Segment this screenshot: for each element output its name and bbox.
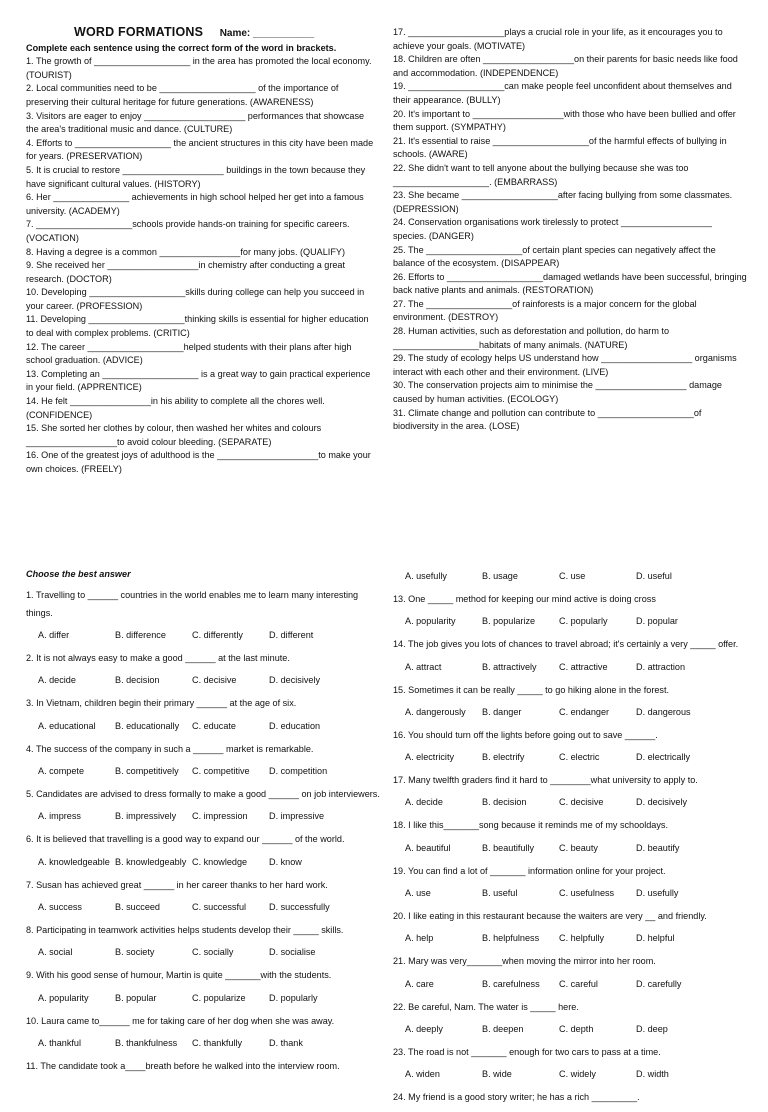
- mcq-question: 6. It is believed that travelling is a good way to expand our ______ of the world.: [26, 834, 345, 845]
- answer-option[interactable]: D. successfully: [269, 901, 330, 912]
- mcq-question: 13. One _____ method for keeping our mind active is doing cross: [393, 594, 656, 604]
- answer-option[interactable]: C. attractive: [559, 661, 608, 672]
- answer-option[interactable]: B. decision: [482, 797, 527, 808]
- exercise-item: 19. ___________________can make people feel unconfident about themselves and their appearance. (BULLY): [393, 81, 732, 105]
- mcq-question: 5. Candidates are advised to dress formally to make a good ______ on job interviewers.: [26, 789, 380, 800]
- exercise-item: 21. It's essential to raise ___________________of the harmful effects of bullying in schools. (AWARE): [393, 135, 727, 160]
- answer-option[interactable]: D. dangerous: [636, 706, 691, 717]
- answer-option[interactable]: D. width: [636, 1069, 669, 1080]
- answer-option[interactable]: B. attractively: [482, 661, 537, 672]
- exercise-item: 8. Having a degree is a common ________________for many jobs. (QUALIFY): [26, 246, 345, 257]
- answer-option[interactable]: D. helpful: [636, 933, 675, 944]
- exercise-item: 29. The study of ecology helps US understand how __________________ organisms interact with each other and their environment. (LIVE): [393, 353, 737, 377]
- mcq-question: 11. The candidate took a____breath before he walked into the interview room.: [26, 1060, 340, 1071]
- exercise-item: 22. She didn't want to tell anyone about the bullying because she was too ___________________. (EMBARRASS): [393, 162, 689, 187]
- exercise-item: 4. Efforts to ___________________ the ancient structures in this city have been made for years. (PRESERVATION): [26, 137, 374, 162]
- answer-option[interactable]: C. impression: [192, 811, 248, 822]
- mcq-question: 19. You can find a lot of _______ information online for your project.: [393, 865, 666, 876]
- mcq-question: 20. I like eating in this restaurant because the waiters are very __ and friendly.: [393, 911, 707, 922]
- word-formation-right-column: [393, 26, 747, 434]
- answer-options: [38, 717, 382, 735]
- exercise-list-left: [26, 55, 378, 476]
- answer-option[interactable]: B. wide: [482, 1069, 512, 1080]
- answer-option[interactable]: A. widen: [405, 1069, 440, 1080]
- answer-option[interactable]: B. usage: [482, 571, 518, 581]
- answer-option[interactable]: D. decisively: [636, 797, 688, 808]
- answer-option[interactable]: A. attract: [405, 661, 442, 672]
- answer-option[interactable]: D. decisively: [269, 675, 321, 686]
- answer-option[interactable]: B. impressively: [115, 811, 177, 822]
- answer-options: [405, 884, 749, 902]
- mcq-list-right: [393, 590, 749, 1107]
- mcq-question: 7. Susan has achieved great ______ in her career thanks to her hard work.: [26, 879, 328, 890]
- answer-option[interactable]: D. popularly: [269, 992, 318, 1003]
- answer-option[interactable]: D. electrically: [636, 752, 691, 763]
- answer-option[interactable]: C. widely: [559, 1069, 596, 1080]
- answer-option[interactable]: C. decisive: [559, 797, 604, 808]
- answer-options: [405, 748, 749, 766]
- answer-option[interactable]: D. useful: [636, 571, 672, 581]
- answer-option[interactable]: A. dangerously: [405, 706, 466, 717]
- exercise-item: 28. Human activities, such as deforestation and pollution, do harm to _________________habitats of many animals. (NATURE): [393, 326, 670, 350]
- answer-options: [405, 1020, 749, 1038]
- answer-option[interactable]: D. deep: [636, 1023, 668, 1034]
- mcq-question: 23. The road is not _______ enough for two cars to pass at a time.: [393, 1046, 661, 1057]
- exercise-item: 7. ___________________schools provide hands-on training for specific careers. (VOCATION): [26, 219, 350, 243]
- answer-options: [405, 975, 749, 993]
- answer-option[interactable]: A. decide: [38, 675, 76, 686]
- answer-option[interactable]: A. popularity: [38, 992, 89, 1003]
- exercise-item: 26. Efforts to ___________________damaged wetlands have been successful, bringing back native plants and animals. (RESTORATION): [393, 271, 747, 296]
- answer-options: [38, 1034, 382, 1052]
- answer-options: [405, 612, 749, 630]
- mcq-question: 14. The job gives you lots of chances to travel abroad; it's certainly a very _____ offer.: [393, 639, 739, 650]
- mcq-question: 4. The success of the company in such a ______ market is remarkable.: [26, 743, 314, 754]
- mcq-question: 9. With his good sense of humour, Martin is quite _______with the students.: [26, 970, 332, 981]
- mcq-question: 22. Be careful, Nam. The water is _____ here.: [393, 1001, 579, 1012]
- answer-option[interactable]: C. helpfully: [559, 933, 604, 944]
- exercise-item: 31. Climate change and pollution can contribute to ___________________of biodiversity in the area. (LOSE): [393, 407, 702, 432]
- answer-option[interactable]: A. electricity: [405, 752, 455, 763]
- answer-options: [405, 793, 749, 811]
- answer-option[interactable]: D. competition: [269, 766, 328, 777]
- answer-option[interactable]: A. educational: [38, 720, 96, 731]
- exercise-item: 14. He felt ________________in his ability to complete all the chores well. (CONFIDENCE): [26, 396, 325, 420]
- answer-option[interactable]: A. popularity: [405, 616, 456, 627]
- exercise-item: 9. She received her __________________in chemistry after conducting a great research. (DOCTOR): [26, 260, 346, 284]
- answer-option[interactable]: B. knowledgeably: [115, 856, 187, 867]
- answer-option[interactable]: A. deeply: [405, 1023, 443, 1034]
- answer-option[interactable]: B. educationally: [115, 720, 180, 731]
- answer-options: [38, 671, 382, 689]
- mcq-question: 8. Participating in teamwork activities helps students develop their _____ skills.: [26, 924, 344, 935]
- answer-options: [405, 839, 749, 857]
- answer-options: [38, 626, 382, 644]
- exercise-item: 30. The conservation projects aim to minimise the __________________ damage caused by human activities. (ECOLOGY): [393, 380, 722, 405]
- exercise-item: 2. Local communities need to be ___________________ of the importance of preserving their cultural heritage for future generations. (AWARENESS): [26, 83, 339, 107]
- answer-options: [405, 1065, 749, 1083]
- mcq-question: 24. My friend is a good story writer; he has a rich _________.: [393, 1092, 640, 1103]
- answer-option[interactable]: B. carefulness: [482, 978, 540, 989]
- answer-option[interactable]: A. care: [405, 978, 434, 989]
- answer-option[interactable]: D. education: [269, 720, 321, 731]
- answer-option[interactable]: C. careful: [559, 978, 598, 989]
- answer-options: [38, 762, 382, 780]
- answer-option[interactable]: C. thankfully: [192, 1037, 243, 1048]
- answer-option[interactable]: A. success: [38, 901, 82, 912]
- answer-options: [405, 929, 749, 947]
- mcq-question: 21. Mary was very_______when moving the mirror into her room.: [393, 956, 656, 967]
- exercise-item: 12. The career ___________________helped students with their plans after high school graduation. (ADVICE): [26, 341, 352, 366]
- answer-option[interactable]: D. socialise: [269, 947, 316, 958]
- word-formation-left-column: [26, 26, 378, 477]
- answer-option[interactable]: D. impressive: [269, 811, 325, 822]
- mcq-options-12: [405, 567, 749, 585]
- exercise-item: 5. It is crucial to restore ____________________ buildings in the town because they have significant cultural values. (HISTORY): [26, 164, 366, 189]
- exercise-item: 20. It's important to __________________with those who have been bullied and offer them support. (SYMPATHY): [393, 108, 736, 133]
- mcq-right-column: [393, 568, 749, 1112]
- exercise-item: 16. One of the greatest joys of adulthood is the ____________________to make your own choices. (FREELY): [26, 450, 371, 474]
- exercise-item: 11. Developing ___________________thinking skills is essential for higher education to deal with complex problems. (CRITIC): [26, 314, 369, 339]
- answer-option[interactable]: D. popular: [636, 616, 678, 627]
- answer-option[interactable]: D. carefully: [636, 978, 682, 989]
- instruction: Complete each sentence using the correct form of the word in brackets.: [26, 42, 337, 53]
- title-row: [26, 26, 378, 41]
- exercise-item: 18. Children are often __________________on their parents for basic needs like food and accommodation. (INDEPENDENCE): [393, 54, 738, 78]
- answer-option[interactable]: A. compete: [38, 766, 84, 777]
- answer-options: [405, 703, 749, 721]
- mcq-question: 1. Travelling to ______ countries in the world enables me to learn many interesting things.: [26, 589, 359, 618]
- answer-option[interactable]: A. impress: [38, 811, 81, 822]
- mcq-question: 18. I like this_______song because it reminds me of my schooldays.: [393, 820, 668, 831]
- answer-option[interactable]: C. popularly: [559, 616, 608, 627]
- answer-option[interactable]: A. decide: [405, 797, 443, 808]
- exercise-item: 25. The ___________________of certain plant species can negatively affect the balance of the ecosystem. (DISAPPEAR): [393, 244, 716, 269]
- answer-option[interactable]: C. electric: [559, 752, 600, 763]
- answer-option[interactable]: A. differ: [38, 630, 70, 641]
- exercise-list-right: [393, 26, 747, 434]
- answer-option[interactable]: C. knowledge: [192, 856, 248, 867]
- answer-option[interactable]: A. help: [405, 933, 434, 944]
- mcq-question: 16. You should turn off the lights before going out to save ______.: [393, 729, 658, 740]
- mcq-question: 17. Many twelfth graders find it hard to ________what university to apply to.: [393, 775, 698, 786]
- exercise-item: 13. Completing an ___________________ is a great way to gain practical experience in your field. (APPRENTICE): [26, 368, 371, 393]
- mcq-question: 2. It is not always easy to make a good ______ at the last minute.: [26, 653, 290, 664]
- answer-option[interactable]: A. social: [38, 947, 73, 958]
- mcq-question: 15. Sometimes it can be really _____ to go hiking alone in the forest.: [393, 684, 670, 695]
- answer-option[interactable]: B. popularize: [482, 616, 536, 627]
- answer-option[interactable]: C. depth: [559, 1023, 594, 1034]
- answer-options: [38, 853, 382, 871]
- answer-option[interactable]: D. know: [269, 856, 302, 867]
- mcq-question: 3. In Vietnam, children begin their primary ______ at the age of six.: [26, 698, 297, 709]
- answer-option[interactable]: B. deepen: [482, 1023, 524, 1034]
- answer-option[interactable]: A. thankful: [38, 1037, 81, 1048]
- mcq-list-left: [26, 586, 382, 1076]
- answer-option[interactable]: C. beauty: [559, 842, 598, 853]
- answer-option[interactable]: B. society: [115, 947, 155, 958]
- answer-option[interactable]: B. helpfulness: [482, 933, 540, 944]
- page-title: WORD FORMATIONS: [74, 25, 204, 39]
- answer-option[interactable]: B. competitively: [115, 766, 179, 777]
- answer-option[interactable]: D. beautify: [636, 842, 680, 853]
- answer-option[interactable]: A. usefully: [405, 571, 447, 581]
- answer-options: [405, 658, 749, 676]
- answer-option[interactable]: B. decision: [115, 675, 160, 686]
- mcq-question: 10. Laura came to______ me for taking care of her dog when she was away.: [26, 1015, 335, 1026]
- answer-options: [38, 943, 382, 961]
- answer-option[interactable]: B. popular: [115, 992, 157, 1003]
- mcq-title: Choose the best answer: [26, 569, 131, 579]
- answer-option[interactable]: A. beautiful: [405, 842, 451, 853]
- exercise-item: 17. ___________________plays a crucial role in your life, as it encourages you to achieve your goals. (MOTIVATE): [393, 27, 723, 51]
- answer-option[interactable]: C. usefulness: [559, 888, 615, 899]
- exercise-item: 1. The growth of ___________________ in the area has promoted the local economy. (TOURIST): [26, 56, 372, 80]
- exercise-item: 27. The _________________of rainforests is a major concern for the global environment. (DESTROY): [393, 298, 697, 323]
- answer-option[interactable]: D. attraction: [636, 661, 686, 672]
- answer-option[interactable]: B. difference: [115, 630, 166, 641]
- mcq-left-column: [26, 568, 382, 1080]
- answer-option[interactable]: C. endanger: [559, 706, 610, 717]
- answer-option[interactable]: C. use: [559, 571, 586, 581]
- answer-options: [38, 898, 382, 916]
- answer-option[interactable]: C. socially: [192, 947, 234, 958]
- answer-option[interactable]: A. knowledgeable: [38, 856, 110, 867]
- answer-option[interactable]: C. educate: [192, 720, 236, 731]
- exercise-item: 24. Conservation organisations work tirelessly to protect __________________ species. (DANGER): [393, 217, 712, 241]
- answer-options: [38, 989, 382, 1007]
- answer-option[interactable]: B. electrify: [482, 752, 525, 763]
- answer-option[interactable]: B. beautifully: [482, 842, 535, 853]
- exercise-item: 3. Visitors are eager to enjoy ____________________ performances that showcase the area's traditional music and dance. (CULTURE): [26, 110, 365, 135]
- answer-option[interactable]: C. successful: [192, 901, 247, 912]
- exercise-item: 6. Her _______________ achievements in high school helped her get into a famous university. (ACADEMY): [26, 192, 364, 216]
- answer-option[interactable]: D. thank: [269, 1037, 303, 1048]
- answer-option[interactable]: B. thankfulness: [115, 1037, 178, 1048]
- answer-option[interactable]: C. competitive: [192, 766, 250, 777]
- answer-option[interactable]: B. useful: [482, 888, 518, 899]
- exercise-item: 10. Developing ___________________skills during college can help you succeed in your career. (PROFESSION): [26, 287, 365, 311]
- answer-option[interactable]: B. succeed: [115, 901, 160, 912]
- answer-option[interactable]: C. differently: [192, 630, 243, 641]
- exercise-item: 23. She became ___________________after facing bullying from some classmates. (DEPRESSION): [393, 190, 733, 214]
- answer-option[interactable]: C. popularize: [192, 992, 246, 1003]
- answer-option[interactable]: C. decisive: [192, 675, 237, 686]
- answer-option[interactable]: A. use: [405, 888, 431, 899]
- answer-option[interactable]: D. usefully: [636, 888, 679, 899]
- exercise-item: 15. She sorted her clothes by colour, then washed her whites and colours __________________to avoid colour bleeding. (SEPARATE): [26, 423, 322, 447]
- answer-option[interactable]: B. danger: [482, 706, 522, 717]
- name-field-label: Name: ___________: [219, 28, 315, 39]
- answer-options: [38, 807, 382, 825]
- answer-option[interactable]: D. different: [269, 630, 314, 641]
